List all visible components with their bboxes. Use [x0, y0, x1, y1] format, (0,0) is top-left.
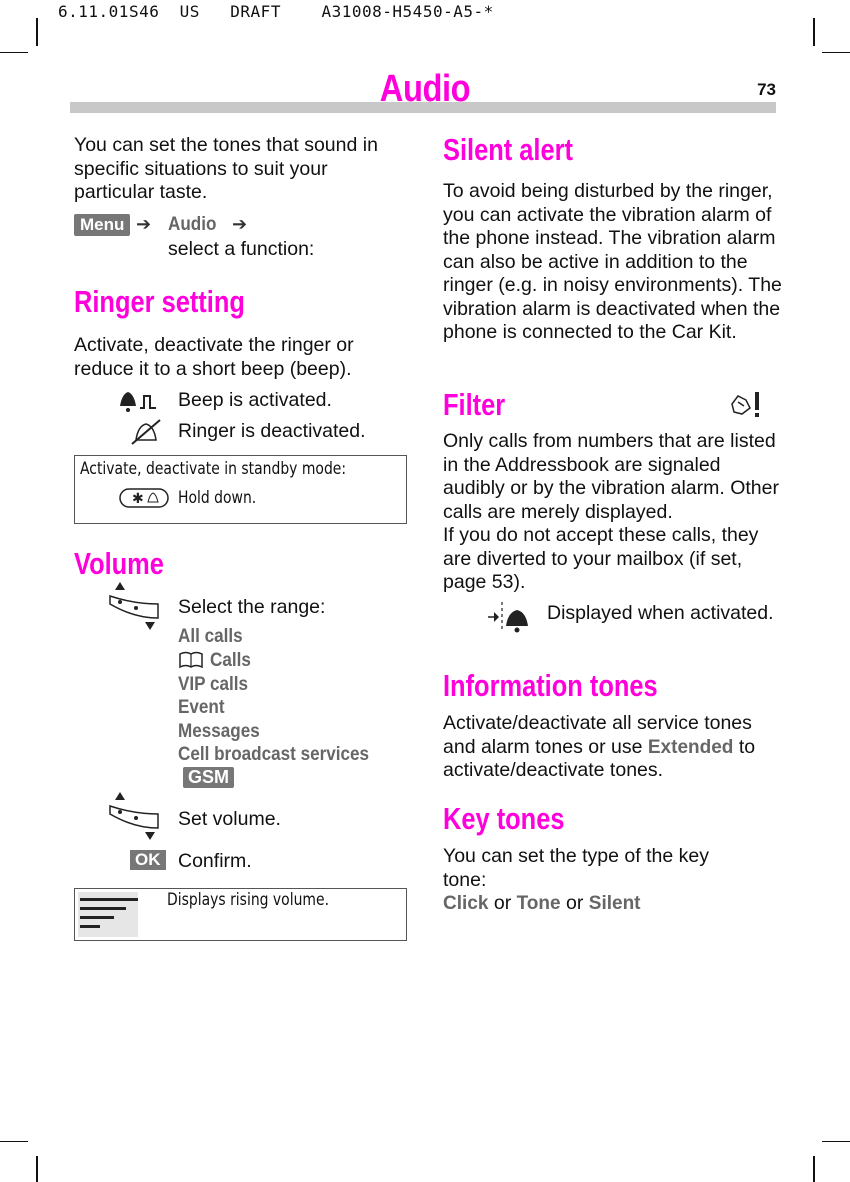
filter-text-1: Only calls from numbers that are listed in the Addressbook are signaled audibly or by the vibration alarm. Other calls are merely displayed.	[443, 430, 779, 523]
menu-key: Menu	[74, 214, 130, 236]
extended-keyword: Extended	[647, 736, 734, 758]
standby-note-title: Activate, deactivate in standby mode:	[80, 459, 347, 479]
heading-filter: Filter	[443, 387, 506, 422]
crop-mark	[0, 52, 28, 53]
range-cell-broadcast: Cell broadcast services	[178, 744, 370, 765]
draft-model: S46	[128, 2, 160, 21]
heading-information-tones: Information tones	[443, 668, 658, 703]
crop-mark	[822, 52, 850, 53]
filter-icon	[728, 390, 768, 425]
page-title: Audio	[379, 68, 471, 110]
heading-volume: Volume	[74, 546, 164, 581]
draft-status: DRAFT	[230, 2, 281, 21]
heading-silent-alert: Silent alert	[443, 132, 573, 167]
range-vip-calls: VIP calls	[178, 674, 249, 695]
select-function-text: select a function:	[168, 238, 315, 260]
draft-date: 6.11.01	[58, 2, 129, 21]
hold-down-text: Hold down.	[178, 488, 257, 508]
heading-ringer-setting: Ringer setting	[74, 284, 245, 319]
ringer-off-text: Ringer is deactivated.	[178, 420, 366, 442]
ok-key: OK	[130, 850, 166, 870]
draft-region: US	[179, 2, 200, 21]
crop-mark	[36, 18, 38, 46]
beep-icon	[116, 388, 160, 419]
crop-mark	[36, 1156, 38, 1182]
info-text-before: Activate/deactivate all service tones and alarm tones or use	[443, 712, 752, 758]
navigation-key-icon	[106, 792, 162, 845]
beep-text: Beep is activated.	[178, 389, 332, 411]
filter-text-2: If you do not accept these calls, they are diverted to your mailbox (if set, page 53).	[443, 524, 759, 593]
rising-volume-icon	[78, 892, 138, 937]
key-tones-options	[443, 892, 641, 916]
crop-mark	[813, 1156, 815, 1182]
addressbook-icon	[178, 651, 204, 674]
intro-text: You can set the tones that sound in specific situations to suit your particular taste.	[74, 134, 378, 203]
crop-mark	[822, 1141, 850, 1142]
option-silent: Silent	[588, 893, 641, 914]
or-text: or	[566, 892, 584, 914]
set-volume-text: Set volume.	[178, 808, 281, 830]
star-key-icon	[118, 486, 170, 515]
range-messages: Messages	[178, 721, 260, 742]
ringer-text: Activate, deactivate the ringer or reduce it to a short beep (beep).	[74, 334, 354, 380]
draft-header	[58, 2, 494, 21]
gsm-badge: GSM	[183, 767, 234, 788]
crop-mark	[0, 1141, 28, 1142]
page-number: 73	[757, 80, 776, 99]
select-range-text: Select the range:	[178, 596, 326, 618]
option-tone: Tone	[516, 893, 561, 914]
draft-docid: A31008-H5450-A5-*	[321, 2, 494, 21]
displayed-when-activated-text: Displayed when activated.	[547, 602, 774, 624]
menu-path-audio: Audio	[168, 214, 217, 235]
filter-active-icon	[486, 600, 532, 639]
or-text: or	[493, 892, 512, 914]
svg-text:✱: ✱	[132, 491, 144, 507]
navigation-key-icon	[106, 582, 162, 635]
range-all-calls: All calls	[178, 626, 243, 647]
ringer-off-icon	[128, 418, 164, 451]
arrow-right-icon: ➔	[232, 214, 248, 234]
rising-volume-text: Displays rising volume.	[167, 890, 330, 910]
range-calls: Calls	[210, 650, 251, 671]
information-tones-text	[443, 712, 783, 783]
heading-key-tones: Key tones	[443, 801, 565, 836]
info-text-after: to activate/deactivate tones.	[443, 735, 756, 781]
key-tones-text: You can set the type of the key tone:	[443, 845, 709, 891]
range-event: Event	[178, 697, 225, 718]
silent-alert-text: To avoid being disturbed by the ringer, you can activate the vibration alarm of the phone instead. The vibration alarm can also be active in addition to the ringer (e.g. in noisy environments). The vibration alarm is deactivated when the phone is connected to the Car Kit.	[443, 180, 782, 343]
arrow-right-icon: ➔	[136, 214, 152, 234]
option-click: Click	[443, 893, 489, 914]
crop-mark	[813, 18, 815, 46]
confirm-text: Confirm.	[178, 850, 252, 872]
